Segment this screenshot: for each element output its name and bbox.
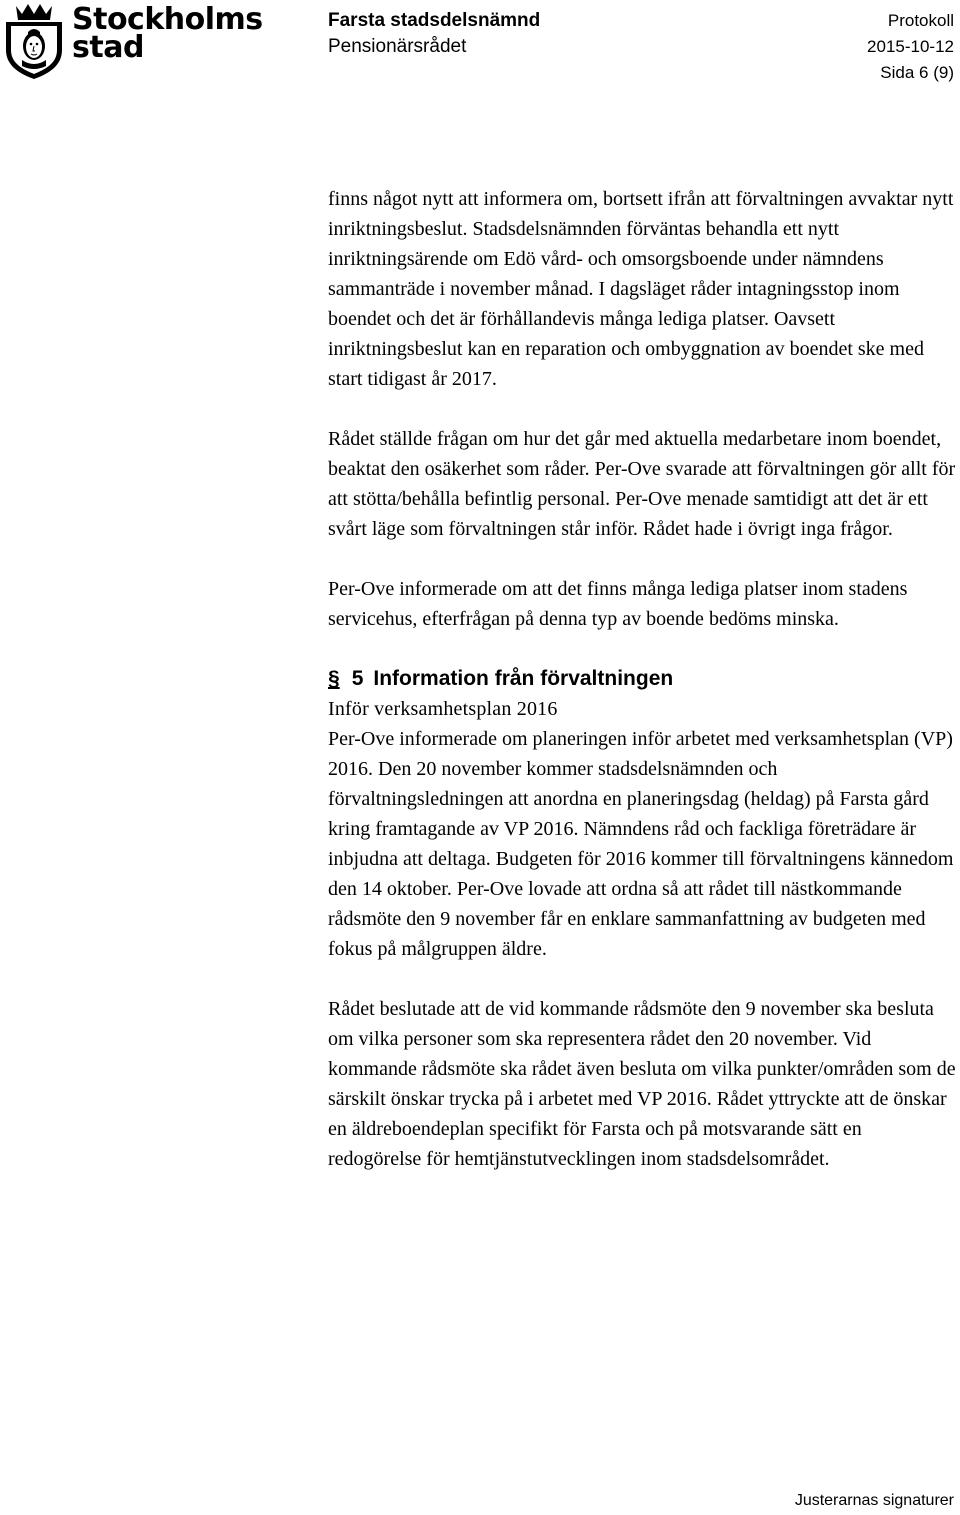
section-paragraph: Rådet beslutade att de vid kommande rådsmöte den 9 november ska besluta om vilka personer som ska representera rådet den 20 november. Vid kommande rådsmöte ska rådet även besluta om vilka punkter/områden som de särskilt önskar trycka på i arbetet med VP 2016. Rådet yttryckte att de önskar en äldreboendeplan specifikt för Farsta och på motsvarande sätt en redogörelse för hemtjänstutvecklingen inom stadsdelsområdet.	[328, 998, 956, 1170]
document-type: Protokoll	[887, 11, 954, 30]
header-organization-block	[328, 8, 540, 60]
organization-name: Farsta stadsdelsnämnd	[328, 10, 541, 31]
footer-signatures: Justerarnas signaturer	[794, 1492, 954, 1509]
body-paragraph: finns något nytt att informera om, bortsett ifrån att förvaltningen avvaktar nytt inriktningsbeslut. Stadsdelsnämnden förväntas behandla ett nytt inriktningsärende om Edö vård- och omsorgsboende under nämndens sammanträde i november månad. I dagsläget råder intagningsstop inom boendet och det är förhållandevis många lediga platser. Oavsett inriktningsbeslut kan en reparation och ombyggnation av boendet ske med start tidigast år 2017.	[328, 188, 954, 390]
body-paragraph: Per-Ove informerade om att det finns många lediga platser inom stadens servicehus, efterfrågan på denna typ av boende bedöms minska.	[328, 578, 908, 630]
section-heading	[328, 664, 956, 694]
document-date: 2015-10-12	[867, 37, 954, 56]
logo-line-1: Stockholms	[72, 2, 263, 37]
city-crest-icon	[2, 2, 66, 80]
section-title: Information från förvaltningen	[373, 667, 674, 690]
body-paragraph: Rådet ställde frågan om hur det går med aktuella medarbetare inom boendet, beaktat den osäkerhet som råder. Per-Ove svarade att förvaltningen gör allt för att stötta/behålla befintlig personal. Per-Ove menade samtidigt att det är ett svårt läge som förvaltningen står inför. Rådet hade i övrigt inga frågor.	[328, 428, 956, 540]
header-meta-block	[867, 8, 954, 86]
document-body	[328, 184, 956, 1204]
logo-wordmark	[72, 2, 263, 65]
section-paragraph: Per-Ove informerade om planeringen inför arbetet med verksamhetsplan (VP) 2016. Den 20 november kommer stadsdelsnämnden och förvaltningsledningen att anordna en planeringsdag (heldag) på Farsta gård kring framtagande av VP 2016. Nämndens råd och fackliga företrädare är inbjudna att deltaga. Budgeten för 2016 kommer till förvaltningens kännedom den 14 oktober. Per-Ove lovade att ordna så att rådet till nästkommande rådsmöte den 9 november får en enklare sammanfattning av budgeten med fokus på målgruppen äldre.	[328, 728, 954, 960]
stockholms-stad-logo	[0, 0, 263, 84]
logo-line-2: stad	[72, 30, 144, 65]
section-sign: §	[328, 667, 340, 690]
section-number: 5	[351, 667, 364, 690]
section-subheading: Inför verksamhetsplan 2016	[328, 698, 558, 720]
page-number: Sida 6 (9)	[880, 63, 954, 82]
council-name: Pensionärsrådet	[328, 36, 467, 57]
